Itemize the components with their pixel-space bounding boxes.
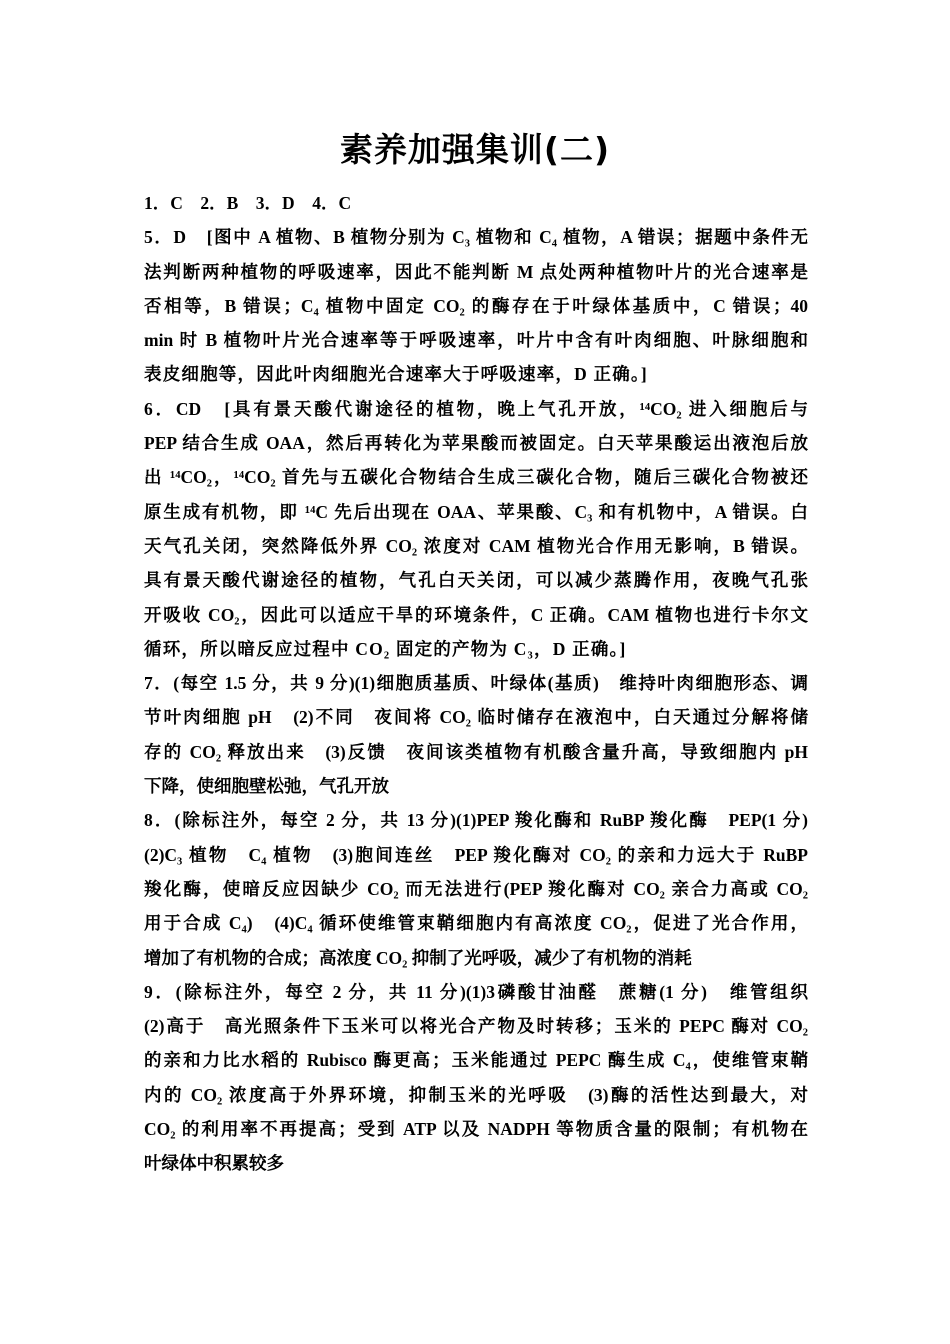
answer-line: 出 ¹⁴CO₂，¹⁴CO₂ 首先与五碳化合物结合生成三碳化合物，随后三碳化合物被还 bbox=[144, 467, 808, 488]
answer-line: (2)C₃ 植物 C₄ 植物 (3)胞间连丝 PEP 羧化酶对 CO₂ 的亲和力远大于 RuBP bbox=[144, 844, 808, 865]
answer-line: min 时 B 植物叶片光合速率等于呼吸速率，叶片中含有叶肉细胞、叶脉细胞和 bbox=[144, 330, 808, 351]
answer-line: 8．(除标注外，每空 2 分，共 13 分)(1)PEP 羧化酶和 RuBP 羧化酶 PEP(1 分) bbox=[144, 810, 808, 831]
answer-content bbox=[144, 186, 808, 1181]
answer-line: 原生成有机物，即 ¹⁴C 先后出现在 OAA、苹果酸、C₃ 和有机物中，A 错误。白 bbox=[144, 501, 808, 522]
answer-line: 节叶肉细胞 pH (2)不同 夜间将 CO₂ 临时储存在液泡中，白天通过分解将储 bbox=[144, 707, 808, 728]
answer-line: 具有景天酸代谢途径的植物，气孔白天关闭，可以减少蒸腾作用，夜晚气孔张 bbox=[144, 570, 808, 591]
answer-line: 羧化酶，使暗反应因缺少 CO₂ 而无法进行(PEP 羧化酶对 CO₂ 亲合力高或 CO₂ bbox=[144, 878, 808, 899]
answer-line: CO₂ 的利用率不再提高；受到 ATP 以及 NADPH 等物质含量的限制；有机物在 bbox=[144, 1119, 808, 1140]
answer-line: 7．(每空 1.5 分，共 9 分)(1)细胞质基质、叶绿体(基质) 维持叶肉细胞形态、调 bbox=[144, 673, 808, 694]
answer-line: 增加了有机物的合成；高浓度 CO₂ 抑制了光呼吸，减少了有机物的消耗 bbox=[144, 947, 692, 968]
answer-line: 下降，使细胞壁松弛，气孔开放 bbox=[144, 776, 389, 797]
answer-line: 存的 CO₂ 释放出来 (3)反馈 夜间该类植物有机酸含量升高，导致细胞内 pH bbox=[144, 741, 808, 762]
answer-line: 循环，所以暗反应过程中 CO₂ 固定的产物为 C₃，D 正确。] bbox=[144, 638, 627, 659]
answer-line: 法判断两种植物的呼吸速率，因此不能判断 M 点处两种植物叶片的光合速率是 bbox=[144, 261, 808, 282]
answer-line: 的亲和力比水稻的 Rubisco 酶更高；玉米能通过 PEPC 酶生成 C₄，使维管束鞘 bbox=[144, 1050, 808, 1071]
answer-line: 否相等，B 错误；C₄ 植物中固定 CO₂ 的酶存在于叶绿体基质中，C 错误；40 bbox=[144, 295, 808, 316]
answer-line: (2)高于 高光照条件下玉米可以将光合产物及时转移；玉米的 PEPC 酶对 CO₂ bbox=[144, 1016, 808, 1037]
answer-line: 表皮细胞等，因此叶肉细胞光合速率大于呼吸速率，D 正确。] bbox=[144, 364, 648, 385]
answer-line: 6．CD [具有景天酸代谢途径的植物，晚上气孔开放，¹⁴CO₂ 进入细胞后与 bbox=[144, 398, 808, 419]
answer-line: 5．D [图中 A 植物、B 植物分别为 C₃ 植物和 C₄ 植物，A 错误；据题中条件无 bbox=[144, 227, 808, 248]
answer-line: 叶绿体中积累较多 bbox=[144, 1153, 284, 1174]
answer-line: 内的 CO₂ 浓度高于外界环境，抑制玉米的光呼吸 (3)酶的活性达到最大，对 bbox=[144, 1084, 808, 1105]
answer-line: 开吸收 CO₂，因此可以适应干旱的环境条件，C 正确。CAM 植物也进行卡尔文 bbox=[144, 604, 808, 625]
answer-line-1-4: 1．C 2．B 3．D 4．C bbox=[144, 193, 352, 213]
answer-line: 天气孔关闭，突然降低外界 CO₂ 浓度对 CAM 植物光合作用无影响，B 错误。 bbox=[144, 535, 808, 556]
answer-line: 用于合成 C₄) (4)C₄ 循环使维管束鞘细胞内有高浓度 CO₂，促进了光合作用， bbox=[144, 913, 808, 934]
page-title: 素养加强集训(二) bbox=[339, 130, 611, 169]
answer-line: 9．(除标注外，每空 2 分，共 11 分)(1)3磷酸甘油醛 蔗糖(1 分) 维管组织 bbox=[144, 981, 808, 1002]
answer-line: PEP 结合生成 OAA，然后再转化为苹果酸而被固定。白天苹果酸运出液泡后放 bbox=[144, 433, 808, 454]
